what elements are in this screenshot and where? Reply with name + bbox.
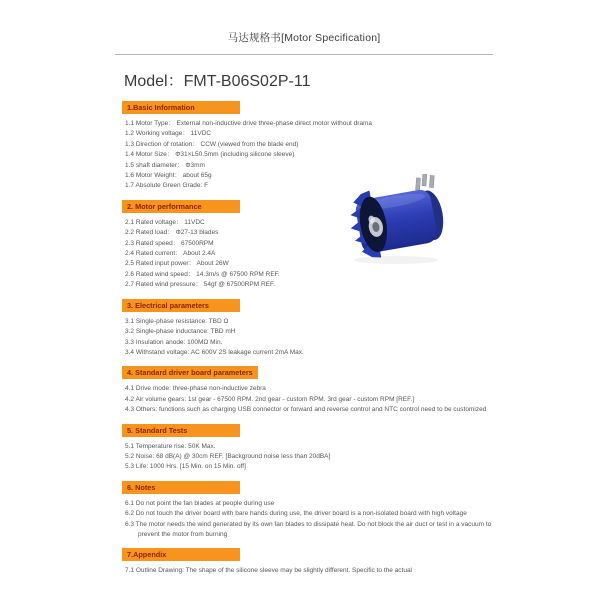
title-divider <box>115 54 493 55</box>
spec-line: 3.4 Withstand voltage: AC 600V 2S leakage current 2mA Max. <box>125 348 304 356</box>
section-header: 7.Appendix <box>122 548 240 561</box>
spec-line: 5.1 Temperature rise: 50K Max. <box>125 442 216 450</box>
spec-line: 2.4 Rated current： About 2.4A <box>125 250 216 258</box>
spec-line: 2.7 Rated wind pressure： 54gf @ 67500RPM REF. <box>125 281 276 289</box>
motor-photo-icon <box>336 174 460 266</box>
section-standard-tests <box>122 424 493 473</box>
section-header: 4. Standard driver board parameters <box>122 366 258 379</box>
model-label: Model： <box>124 73 184 90</box>
spec-line: 1.3 Direction of rotation： CCW (viewed from the blade end) <box>125 140 299 148</box>
spec-line: 6.2 Do not touch the driver board with bare hands during use, the driver board is a non-isolated board with high voltage <box>125 510 467 518</box>
spec-line: 2.3 Rated speed： 67500RPM <box>125 239 214 247</box>
spec-line: 7.1 Outline Drawing: The shape of the silicone sleeve may be slightly different. Specific to the actual <box>125 567 413 575</box>
section-electrical-parameters <box>122 299 493 359</box>
document-body <box>115 30 493 577</box>
model-value: FMT-B06S02P-11 <box>183 73 311 90</box>
spec-line: 2.1 Rated voltage： 11VDC <box>125 218 205 226</box>
spec-line: 4.1 Drive mode: three-phase non-inductive zebra <box>125 385 266 393</box>
section-header: 1.Basic Information <box>122 101 240 114</box>
spec-line: 2.6 Rated wind speed： 14.3m/s @ 67500 RPM REF. <box>125 270 280 278</box>
spec-line: 2.5 Rated input power： About 26W <box>125 260 229 268</box>
section-header: 6. Notes <box>122 481 240 494</box>
section-appendix <box>122 548 493 576</box>
spec-line: 3.2 Single-phase inductance: TBD mH <box>125 328 236 336</box>
spec-line: 1.4 Motor Size： Φ31×L50.5mm (including silicone sleeve) <box>125 151 295 159</box>
spec-line: 3.1 Single-phase resistance: TBD Ω <box>125 317 229 325</box>
spec-line: 4.2 Air volume gears: 1st gear - 67500 RPM. 2nd gear - custom RPM. 3rd gear - custom RPM [REF.] <box>125 395 415 403</box>
section-header: 5. Standard Tests <box>122 424 240 437</box>
sections-container <box>122 101 493 577</box>
spec-line: 1.5 shaft diameter： Φ3mm <box>125 161 205 169</box>
spec-line: 1.2 Working voltage： 11VDC <box>125 130 212 138</box>
spec-line: 1.7 Absolute Green Grade: F <box>125 182 209 190</box>
spec-line: 6.1 Do not point the fan blades at people during use <box>125 499 275 507</box>
section-header: 3. Electrical parameters <box>122 299 240 312</box>
section-notes <box>122 481 493 541</box>
document-title: 马达规格书[Motor Specification] <box>227 32 381 44</box>
section-driver-board-parameters <box>122 366 493 415</box>
model-line <box>124 68 493 91</box>
spec-line: 5.2 Noise: 68 dB(A) @ 30cm REF. [Background noise less than 20dBA] <box>125 452 331 460</box>
spec-line: 2.2 Rated load： Φ27-13 blades <box>125 229 219 237</box>
spec-line: 1.1 Motor Type： External non-inductive drive three-phase direct motor without drama <box>125 120 372 127</box>
section-header: 2. Motor performance <box>122 200 240 213</box>
spec-line: 6.3 The motor needs the wind generated by its own fan blades to dissipate heat. Do not block the air duct or test in a vacuum to prevent the motor from burning <box>125 520 492 538</box>
spec-line: 3.3 Insulation anode: 100MΩ Min. <box>125 338 223 346</box>
spec-line: 4.3 Others: functions such as charging USB connector or forward and reverse control and NTC control need to be customized <box>125 406 487 414</box>
spec-line: 5.3 Life: 1000 Hrs. [15 Min. on 15 Min. off] <box>125 463 246 471</box>
spec-line: 1.6 Motor Weight： about 65g <box>125 172 212 180</box>
motor-photo <box>336 174 460 266</box>
